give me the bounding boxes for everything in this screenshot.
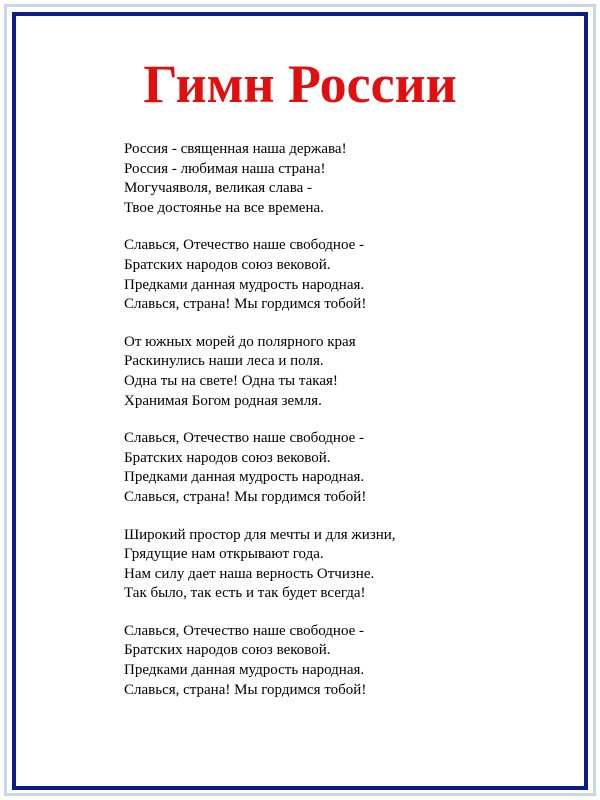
stanza (124, 140, 544, 218)
lyric-line: Одна ты на свете! Одна ты такая! (124, 372, 338, 389)
stanza (124, 526, 544, 604)
lyric-line: Широкий простор для мечты и для жизни, (124, 526, 396, 543)
lyric-line: Славься, Отечество наше свободное - (124, 622, 365, 639)
lyric-line: Предками данная мудрость народная. (124, 276, 365, 293)
lyric-line: Так было, так есть и так будет всегда! (124, 585, 366, 602)
lyric-line: Нам силу дает наша верность Отчизне. (124, 565, 375, 582)
lyric-line: Россия - любимая наша страна! (124, 160, 326, 177)
lyric-line: Славься, страна! Мы гордимся тобой! (124, 681, 367, 698)
stanza (124, 333, 544, 411)
lyric-line: От южных морей до полярного края (124, 333, 356, 350)
lyric-line: Россия - священная наша держава! (124, 141, 347, 157)
lyric-line: Славься, страна! Мы гордимся тобой! (124, 488, 367, 505)
lyric-line: Твое достоянье на все времена. (124, 199, 324, 216)
page-title: Гимн России (143, 54, 457, 114)
lyric-line: Славься, Отечество наше свободное - (124, 430, 365, 447)
lyric-line: Могучаяволя, великая слава - (124, 180, 313, 197)
stanza (124, 429, 544, 507)
stanza (124, 622, 544, 700)
lyric-line: Хранимая Богом родная земля. (124, 392, 322, 409)
lyric-line: Славься, Отечество наше свободное - (124, 237, 365, 254)
lyric-line: Грядущие нам открывают года. (124, 546, 324, 563)
stanza (124, 236, 544, 314)
lyric-line: Братских народов союз вековой. (124, 449, 331, 466)
anthem-lyrics (124, 140, 544, 718)
lyric-line: Раскинулись наши леса и поля. (124, 353, 324, 370)
lyric-line: Предками данная мудрость народная. (124, 469, 365, 486)
lyric-line: Предками данная мудрость народная. (124, 662, 365, 679)
lyric-line: Братских народов союз вековой. (124, 642, 331, 659)
lyric-line: Братских народов союз вековой. (124, 256, 331, 273)
lyric-line: Славься, страна! Мы гордимся тобой! (124, 296, 367, 313)
